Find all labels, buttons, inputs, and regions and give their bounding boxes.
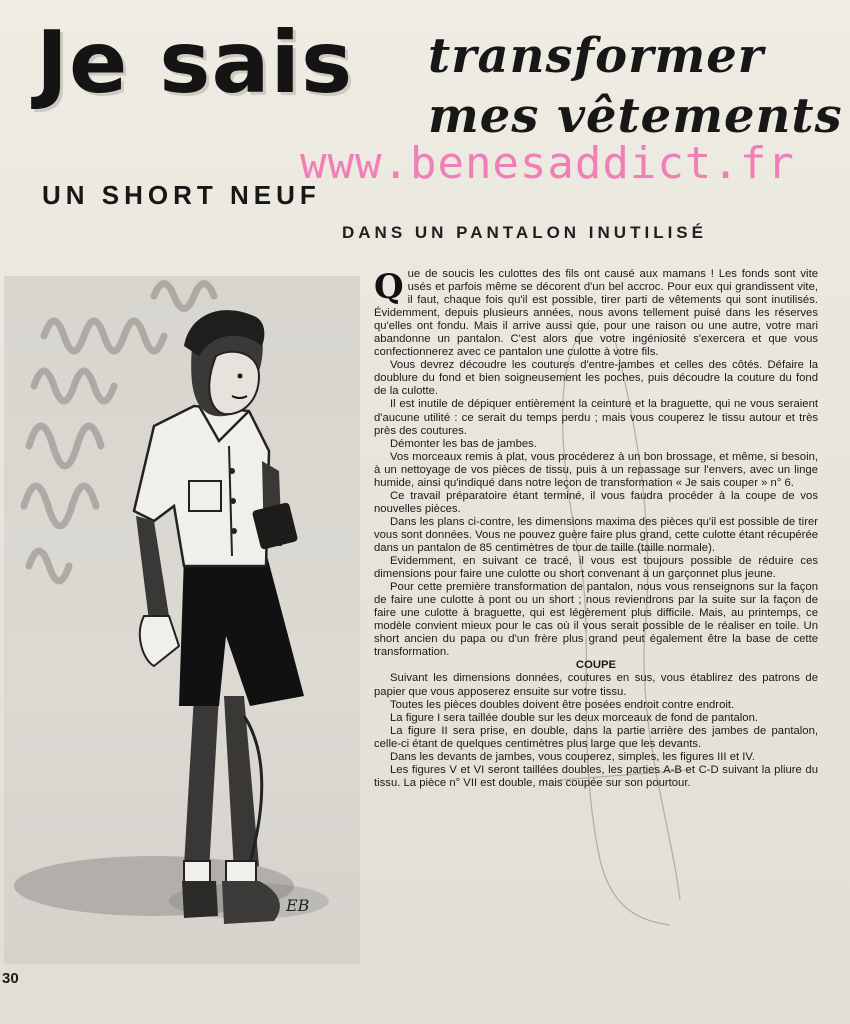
title-script-line-2: mes vêtements — [428, 88, 843, 144]
coupe-paragraph: Toutes les pièces doubles doivent être posées endroit contre endroit. — [390, 698, 735, 711]
paragraph-text: ue de soucis les culottes des fils ont causé aux mamans ! Les fonds sont vite usés et parfois même se décorent d'un bel accroc. Pour eux qui grandissent vite, il faut, chaque fois qu'il est possible, tirer parti de vêtements qui sont inutilisés. Évidemment, depuis plusieurs années, nous avons tellement puisé dans les réserves qu'elles ont fondu. Mais il arrive aussi que, pour une raison ou une autre, votre mari abandonne un pantalon. C'est alors que votre ingéniosité s'exercera et que vous confectionnerez avec ce pantalon une culotte à votre fils. — [374, 268, 818, 359]
article-paragraph-1 — [374, 268, 818, 359]
title-script-line-1: transformer — [428, 28, 765, 84]
article-subheadline: DANS UN PANTALON INUTILISÉ — [342, 223, 707, 242]
coupe-paragraph: La figure I sera taillée double sur les deux morceaux de fond de pantalon. — [390, 711, 759, 724]
article-paragraph: Dans les plans ci-contre, les dimensions maxima des pièces qu'il est possible de tirer vous sont données. Vous ne pouvez guère faire plus grand, cette culotte étant récupérée dans un pantalon de 85 centimètres de tour de taille (taille normale). — [374, 515, 819, 554]
artist-signature: EB — [286, 896, 310, 915]
drop-cap: Q — [374, 267, 404, 307]
article-paragraph: Pour cette première transformation de pantalon, nous vous renseignons sur la façon de faire une culotte à pont ou un short ; nous reviendrons par la suite sur la façon de faire une culotte à braguette, qui est légèrement plus difficile. Mais, au printemps, ce modèle convient mieux pour le cas où il vous serait possible de le réaliser en toile. Un short ancien du papa ou d'un frère plus grand peut également être la base de cette transformation. — [374, 581, 818, 659]
coupe-paragraph: La figure II sera prise, en double, dans la partie arrière des jambes de pantalon, celle-ci étant de quelques centimètres plus large que les devants. — [374, 724, 818, 750]
article-paragraph: Evidemment, en suivant ce tracé, il vous est toujours possible de réduire ces dimensions pour faire une culotte ou short convenant à un garçonnet plus jeune. — [374, 555, 818, 581]
coupe-paragraph: Les figures V et VI seront taillées doubles, les parties A-B et C-D suivant la pliure du tissu. La pièce n° VII est double, mais coupée sur son pourtour. — [374, 763, 818, 789]
article-paragraph: Il est inutile de dépiquer entièrement la ceinture et la braguette, qui ne vous seraient d'aucune utilité : ce serait du temps perdu ; mais vous couperez le tissu autour et très près des coutures. — [374, 398, 818, 437]
article-paragraph: Vous devrez découdre les coutures d'entre-jambes et celles des côtés. Défaire la doublure du fond et bien soigneusement les poches, puis découdre la couture du fond de la culotte. — [374, 359, 818, 398]
website-watermark: www.benesaddict.fr — [300, 138, 795, 189]
coupe-paragraph: Dans les devants de jambes, vous couperez, simples, les figures III et IV. — [390, 750, 756, 763]
boy-illustration — [4, 276, 360, 964]
article-paragraph: Démonter les bas de jambes. — [390, 437, 537, 450]
article-paragraph: Ce travail préparatoire étant terminé, il vous faudra procéder à la coupe de vos nouvelles pièces. — [374, 489, 818, 515]
page-number: 30 — [2, 970, 19, 987]
article-headline: UN SHORT NEUF — [42, 180, 321, 210]
title-brand: Je sais — [36, 13, 354, 113]
boy-drawing — [4, 276, 360, 964]
article-paragraph: Vos morceaux remis à plat, vous procéderez à un bon brossage, et même, si besoin, à un nettoyage de vos pièces de tissu, puis à un repassage sur l'envers, avec un linge humide, ainsi qu'indiqué dans notre leçon de transformation « Je sais couper » n° 6. — [374, 450, 818, 489]
article-body — [374, 268, 818, 980]
coupe-paragraph: Suivant les dimensions données, coutures en sus, vous établirez des patrons de papier que vous apposerez ensuite sur votre tissu. — [374, 672, 818, 698]
section-heading-coupe: COUPE — [575, 659, 617, 672]
